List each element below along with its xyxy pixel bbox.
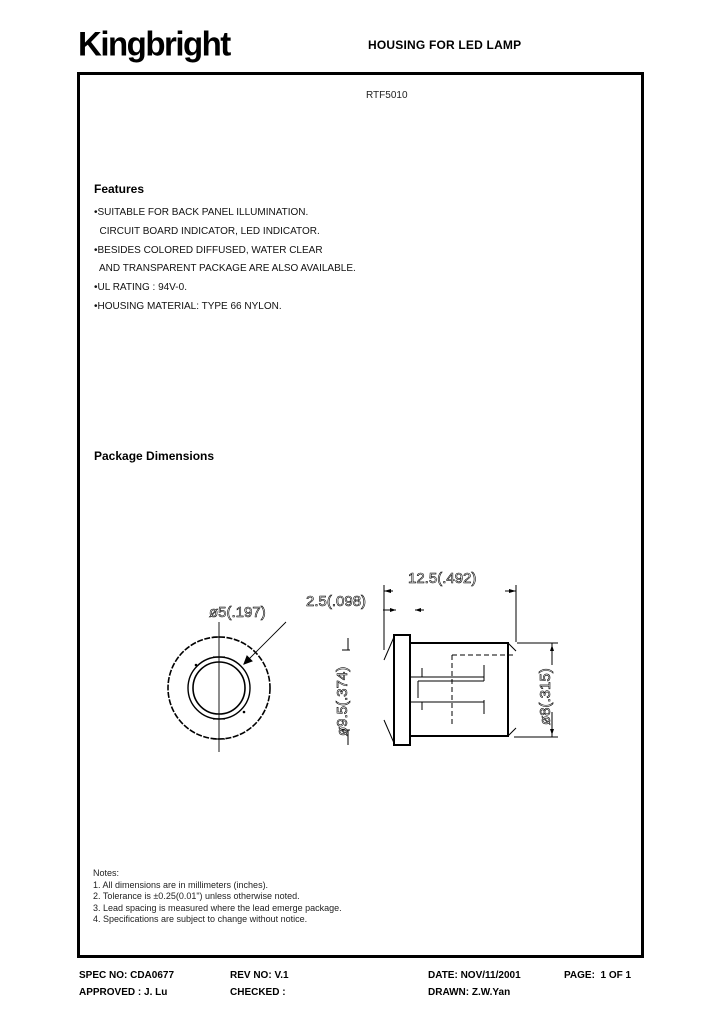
dim-body-diameter: ø8(.315)	[537, 668, 554, 725]
page-number: PAGE: 1 OF 1	[564, 970, 632, 981]
dim-flange-thickness: 2.5(.098)	[306, 593, 367, 610]
feature-line: •SUITABLE FOR BACK PANEL ILLUMINATION.	[94, 207, 309, 218]
dim-front-diameter: ø5(.197)	[209, 604, 266, 621]
drawn-by: DRAWN: Z.W.Yan	[428, 987, 511, 998]
dim-flange-diameter: ø9.5(.374)	[334, 666, 351, 736]
feature-line: CIRCUIT BOARD INDICATOR, LED INDICATOR.	[94, 225, 320, 237]
revision-number: REV NO: V.1	[230, 970, 289, 981]
kingbright-logo: Kingbright	[78, 24, 230, 63]
feature-line: •HOUSING MATERIAL: TYPE 66 NYLON.	[94, 300, 282, 312]
feature-line: •BESIDES COLORED DIFFUSED, WATER CLEAR	[94, 244, 323, 256]
note-item: 1. All dimensions are in millimeters (inches).	[93, 879, 269, 890]
note-item: 3. Lead spacing is measured where the lead emerge package.	[93, 902, 342, 913]
side-view	[384, 635, 558, 745]
feature-line: AND TRANSPARENT PACKAGE ARE ALSO AVAILABLE.	[94, 263, 356, 275]
note-item: 4. Specifications are subject to change without notice.	[93, 914, 308, 924]
front-view	[168, 622, 286, 752]
spec-number: SPEC NO: CDA0677	[79, 970, 175, 981]
note-item: 2. Tolerance is ±0.25(0.01") unless otherwise noted.	[93, 891, 300, 901]
part-number: RTF5010	[366, 90, 408, 101]
document-title: HOUSING FOR LED LAMP	[368, 38, 522, 52]
approved-by: APPROVED : J. Lu	[79, 987, 168, 998]
notes-block	[93, 868, 342, 926]
features-heading: Features	[94, 182, 145, 196]
date: DATE: NOV/11/2001	[428, 970, 521, 981]
dim-overall-length: 12.5(.492)	[408, 570, 477, 587]
package-dimensions-heading: Package Dimensions	[94, 449, 215, 463]
feature-line: •UL RATING : 94V-0.	[94, 282, 187, 294]
checked-by: CHECKED :	[230, 987, 286, 998]
notes-heading: Notes:	[93, 868, 120, 878]
